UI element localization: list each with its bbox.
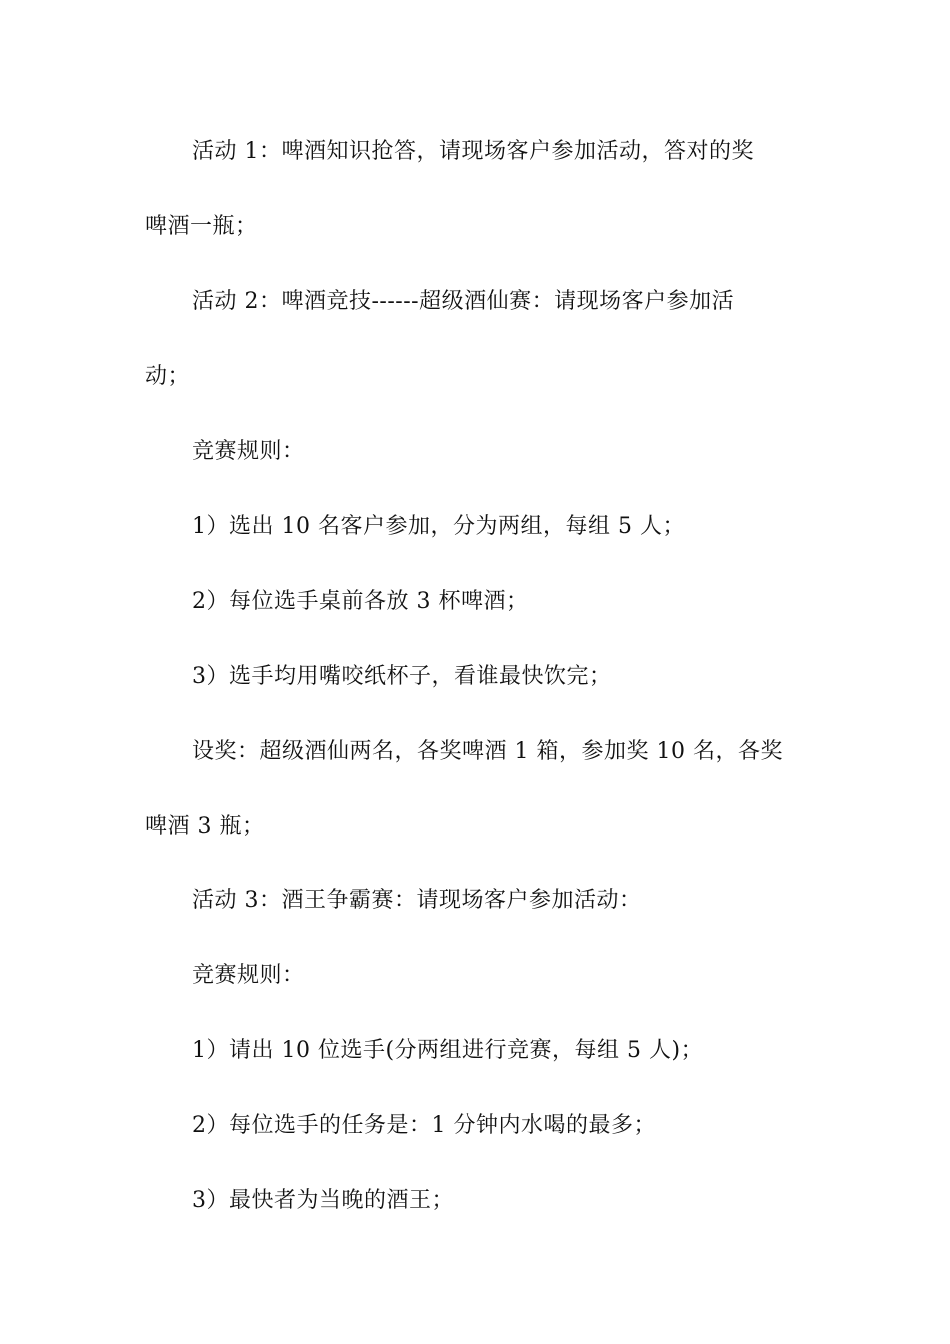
activity-1-continuation: 啤酒一瓶； [145, 214, 258, 239]
rule-2-2: 2）每位选手的任务是：1 分钟内水喝的最多； [192, 1113, 656, 1138]
rule-2-3: 3）最快者为当晚的酒王； [192, 1188, 454, 1213]
activity-3-line: 活动 3：酒王争霸赛：请现场客户参加活动： [192, 888, 642, 913]
activity-1-line: 活动 1：啤酒知识抢答，请现场客户参加活动，答对的奖 [192, 139, 754, 164]
prize-line: 设奖：超级酒仙两名，各奖啤酒 1 箱，参加奖 10 名，各奖 [192, 739, 783, 764]
activity-2-line: 活动 2：啤酒竞技------超级酒仙赛：请现场客户参加活 [192, 289, 735, 314]
rules-heading-2: 竞赛规则： [192, 963, 305, 988]
prize-continuation: 啤酒 3 瓶； [145, 814, 265, 839]
rule-2-1: 1）请出 10 位选手(分两组进行竞赛，每组 5 人)； [192, 1038, 704, 1063]
rule-1-2: 2）每位选手桌前各放 3 杯啤酒； [192, 589, 529, 614]
rule-1-3: 3）选手均用嘴咬纸杯子，看谁最快饮完； [192, 664, 612, 689]
rules-heading-1: 竞赛规则： [192, 439, 305, 464]
activity-2-continuation: 动； [145, 364, 191, 389]
rule-1-1: 1）选出 10 名客户参加，分为两组，每组 5 人； [192, 514, 685, 539]
